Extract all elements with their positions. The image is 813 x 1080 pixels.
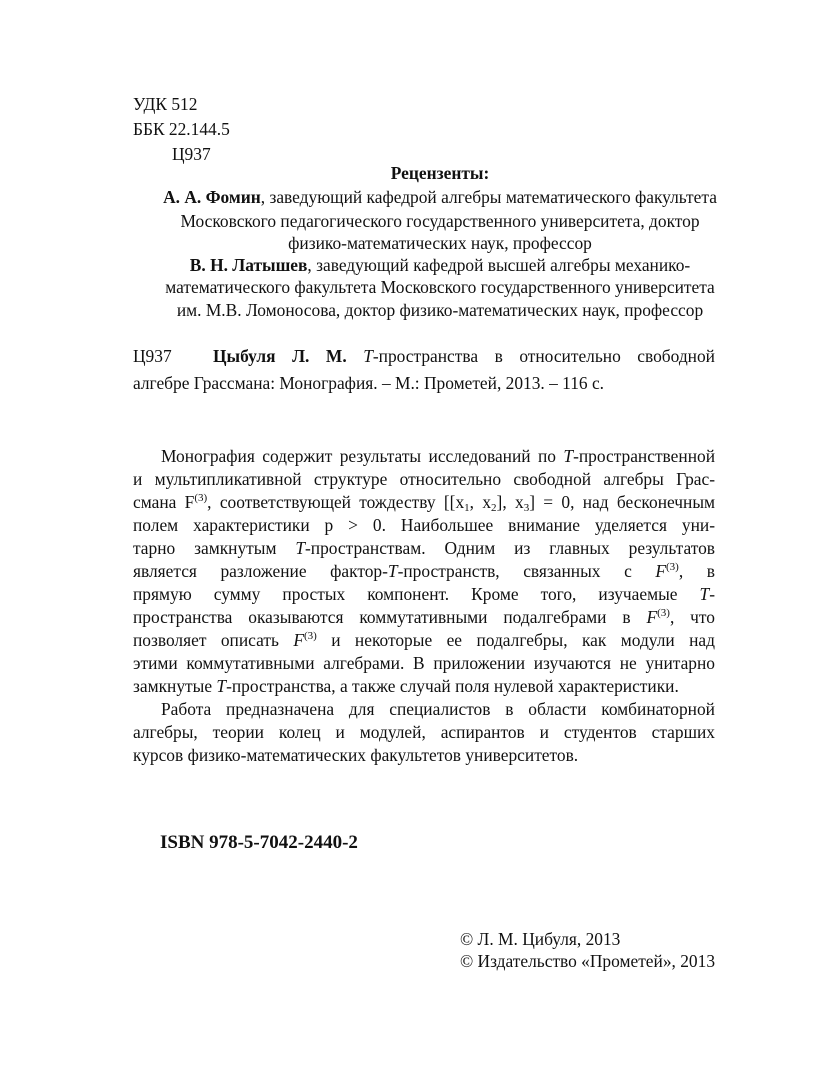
bib-author: Цыбуля Л. М. (213, 346, 347, 366)
abstract-line-3: смана $F^{(3)}$, соответствующей тождеству [[$x_1$, $x_2$], $x_3] = 0$, над бесконечным (133, 492, 716, 514)
copyright-author: © Л. М. Цибуля, 2013 (460, 929, 621, 949)
bib-title-line: Цыбуля Л. М. T-пространства в относительно свободной (213, 346, 715, 366)
isbn: ISBN 978-5-7042-2440-2 (160, 832, 358, 853)
abstract-line-7: прямую сумму простых компонент. Кроме того, изучаемые T- (133, 584, 715, 604)
purpose-line-1: Работа предназначена для специалистов в области комбинаторной (161, 699, 715, 719)
abstract-line-2: и мультипликативной структуре относительно свободной алгебры Грас- (133, 469, 715, 489)
abstract-line-5: тарно замкнутым T-пространствам. Одним из главных результатов (133, 538, 715, 558)
reviewers-heading: Рецензенты: (390, 163, 490, 183)
purpose-line-3: курсов физико-математических факультетов университетов. (133, 745, 579, 765)
abstract-line-1: Монография содержит результаты исследований по T-пространственной (161, 446, 715, 466)
bbk-code: ББК 22.144.5 (133, 119, 230, 139)
bib-code: Ц937 (133, 346, 172, 366)
copyright-publisher: © Издательство «Прометей», 2013 (460, 951, 716, 971)
abstract-line-11: замкнутые T-пространства, а также случай поля нулевой характеристики. (133, 676, 679, 696)
reviewer-1-line-2: Московского педагогического государственного университета, доктор (180, 211, 700, 231)
udk-code: УДК 512 (133, 94, 198, 114)
reviewer-2-name: В. Н. Латышев (189, 255, 308, 275)
reviewer-2-line-3: им. М.В. Ломоносова, доктор физико-математических наук, профессор (176, 300, 704, 320)
abstract-line-6: является разложение фактор-T-пространств, связанных с $F^{(3)}$, в (133, 561, 715, 581)
bib-line-2: алгебре Грассмана: Монография. – М.: Прометей, 2013. – 116 с. (133, 373, 605, 393)
reviewer-1-line-3: физико-математических наук, профессор (288, 233, 592, 253)
abstract-line-9: позволяет описать $F^{(3)}$ и некоторые ее подалгебры, как модули над (133, 630, 716, 650)
reviewer-2-line-2: математического факультета Московского государственного университета (165, 277, 715, 297)
reviewer-1-line-1: А. А. Фомин, заведующий кафедрой алгебры математического факультета (163, 187, 717, 207)
abstract-line-8: пространства оказываются коммутативными подалгебрами в $F^{(3)}$, что (133, 607, 715, 627)
abstract-line-10: этими коммутативными алгебрами. В приложении изучаются не унитарно (133, 653, 715, 673)
reviewer-2-line-1: В. Н. Латышев, заведующий кафедрой высшей алгебры механико- (189, 255, 691, 275)
reviewer-1-name: А. А. Фомин (163, 187, 261, 207)
purpose-line-2: алгебры, теории колец и модулей, аспирантов и студентов старших (133, 722, 715, 742)
author-mark: Ц937 (172, 144, 211, 164)
abstract-line-4: полем характеристики p > 0. Наибольшее внимание уделяется уни- (133, 515, 715, 535)
